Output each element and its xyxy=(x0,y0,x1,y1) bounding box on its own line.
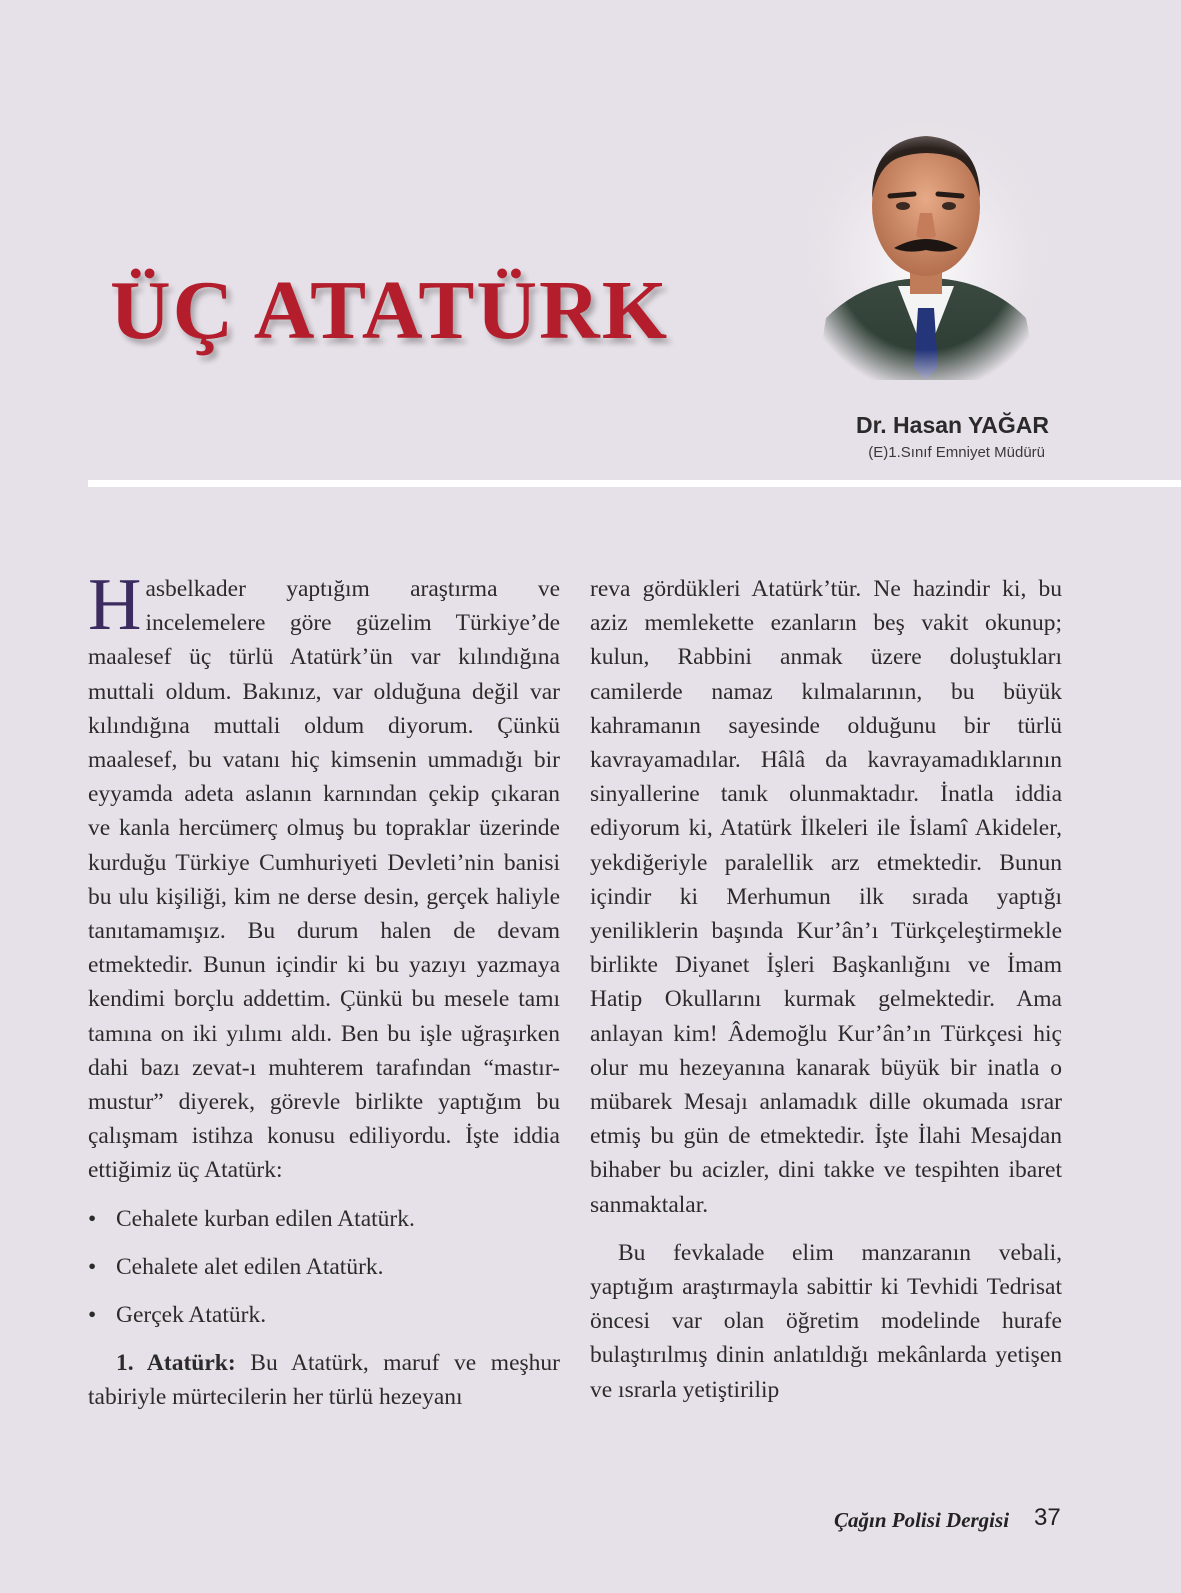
header-divider xyxy=(88,480,1181,487)
right-paragraph-2: Bu fevkalade elim manzaranın vebali, yaptığım araştırmayla sabittir ki Tevhidi Tedrisat öncesi var olan öğretim modelinde hurafe bulaştırılmış dinin anlatıldığı mekânlarda yetişen ve ısrarla yetiştirilip xyxy=(590,1239,1062,1403)
intro-paragraph xyxy=(88,564,560,1188)
page-number: 37 xyxy=(1034,1504,1061,1531)
section-1-label: 1. Atatürk: xyxy=(116,1350,236,1377)
atatürk-types-list xyxy=(88,1202,560,1333)
magazine-name: Çağın Polisi Dergisi xyxy=(834,1508,1010,1532)
right-paragraph-1: reva gördükleri Atatürk’tür. Ne hazindir ki, bu aziz memlekette ezanların beş vakit okunup; kulun, Rabbini anmak üzere doluştukları camilerde namaz kılmalarının, bu büyük kahramanın sayesinde olduğunu bir türlü kavrayamadılar. Hâlâ da kavrayamadıklarının sinyallerine tanık olunmaktadır. İnatla iddia ediyorum ki, Atatürk İlkeleri ile İslamî Akideler, yekdiğeriyle paralellik arz etmektedir. Bunun içindir ki Merhumun ilk sırada yaptığı yeniliklerin başında Kur’ân’ı Türkçeleştirmekle birlikte Diyanet İşleri Başkanlığını ve İmam Hatip Okullarını kurmak gelmektedir. Ama anlayan kim! Âdemoğlu Kur’ân’ın Türkçesi hiç olur mu hezeyanına kanarak büyük bir inatla o mübarek Mesajı anlamadık dille okumada ısrar etmiş bu gün de etmektedir. İşte İlahi Mesajdan bihaber bu acizler, dini takke ve tespihten ibaret sanmaktalar. xyxy=(590,576,1062,1218)
list-item: • Gerçek Atatürk. xyxy=(88,1298,560,1332)
author-role: (E)1.Sınıf Emniyet Müdürü xyxy=(868,444,1045,461)
section-1-paragraph xyxy=(88,1346,560,1414)
bullet-icon: • xyxy=(88,1253,97,1280)
bullet-icon: • xyxy=(88,1205,97,1232)
bullet-icon: • xyxy=(88,1302,97,1329)
author-portrait xyxy=(806,118,1046,380)
article-title: ÜÇ ATATÜRK xyxy=(110,264,670,357)
intro-text: asbelkader yaptığım araştırma ve incelemelere göre güzelim Türkiye’de maalesef üç türlü Atatürk’ün var kılındığına muttali oldum. Bakınız, var olduğuna değil var kılındığına muttali oldum diyorum. Çünkü maalesef, bu vatanı hiç kimsenin ummadığı bir eyyamda adeta aslanın karnından çekip çıkaran ve kanla hercümerç olmuş bu topraklar üzerinde kurduğu Türkiye Cumhuriyeti Devleti’nin banisi bu ulu kişiliği, kim ne derse desin, gerçek haliyle tanıtamamışız. Bu durum halen de devam etmektedir. Bunun içindir ki bu yazıyı yazmaya kendimi borçlu addettim. Çünkü bu mesele tamı tamına on iki yılımı aldı. Ben bu işle uğraşırken dahi bazı zevat-ı muhterem tarafından “mastır-mustur” diyerek, görevle birlikte yaptığım bu çalışmam istihza konusu ediliyordu. İşte iddia ettiğimiz üç Atatürk: xyxy=(88,576,560,1184)
list-item: • Cehalete kurban edilen Atatürk. xyxy=(88,1202,560,1236)
right-column xyxy=(590,572,1062,1407)
left-column xyxy=(88,564,560,1415)
drop-cap: H xyxy=(88,564,142,646)
section-1-text: Bu Atatürk, maruf ve meşhur tabiriyle mürtecilerin her türlü hezeyanı xyxy=(88,1350,560,1411)
author-photo-image xyxy=(806,118,1046,380)
author-name: Dr. Hasan YAĞAR xyxy=(855,412,1049,438)
list-item: • Cehalete alet edilen Atatürk. xyxy=(88,1250,560,1284)
